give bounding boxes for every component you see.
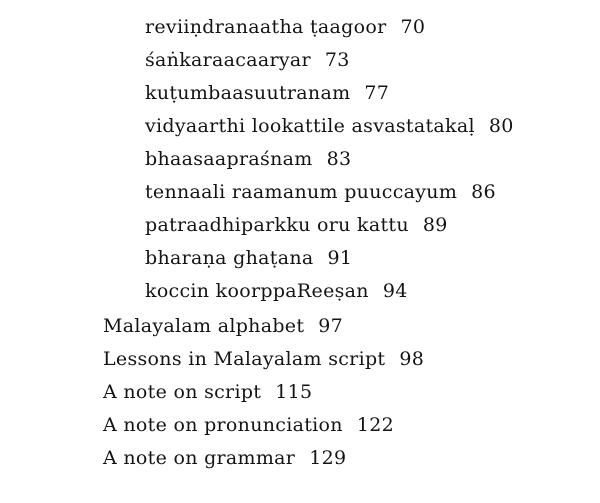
toc-entry [145,280,408,302]
toc-entry-title: Lessons in Malayalam script [103,348,386,370]
toc-entry-page: 129 [309,447,347,469]
toc-entry [145,115,514,137]
toc-main-entry [103,348,424,370]
toc-entry-page: 98 [399,348,425,370]
toc-entry-title: kuṭumbaasuutranam [145,82,351,104]
toc-entry [145,82,389,104]
toc-entry-page: 94 [382,280,408,302]
toc-entry-page: 122 [356,414,394,436]
toc-entry-title: Malayalam alphabet [103,315,305,337]
toc-entry-page: 89 [422,214,448,236]
toc-entry [145,16,425,38]
toc-entry-title: A note on grammar [103,447,296,469]
toc-entry-title: vidyaarthi lookattile asvastatakaḷ [145,115,475,137]
toc-main-entry [103,381,312,403]
toc-entry-title: bharaṇa ghaṭana [145,247,314,269]
toc-entry-title: A note on pronunciation [103,414,343,436]
toc-entry-title: A note on script [103,381,262,403]
toc-entry-page: 73 [324,49,350,71]
toc-entry-page: 77 [364,82,390,104]
toc-entry-page: 115 [275,381,313,403]
toc-entry [145,49,350,71]
toc-main-entry [103,414,394,436]
toc-entry [145,247,352,269]
toc-entry-title: reviiṇdranaatha ṭaagoor [145,16,387,38]
toc-entry-title: tennaali raamanum puuccayum [145,181,458,203]
toc-entry [145,181,496,203]
toc-entry-page: 86 [471,181,496,203]
toc-entry-page: 83 [326,148,352,170]
toc-entry-page: 91 [327,247,353,269]
toc-entry [145,214,448,236]
toc-entry-title: patraadhiparkku oru kattu [145,214,409,236]
toc-entry-page: 80 [488,115,514,137]
toc-entry-title: śaṅkaraacaaryar [145,49,311,71]
toc-main-entry [103,447,346,469]
toc-entry-page: 97 [318,315,344,337]
toc-main-entry [103,315,343,337]
toc-entry-title: bhaasaapraśnam [145,148,313,170]
toc-entry [145,148,351,170]
toc-entry-title: koccin koorppaReeṣan [145,280,369,302]
toc-entry-page: 70 [400,16,426,38]
